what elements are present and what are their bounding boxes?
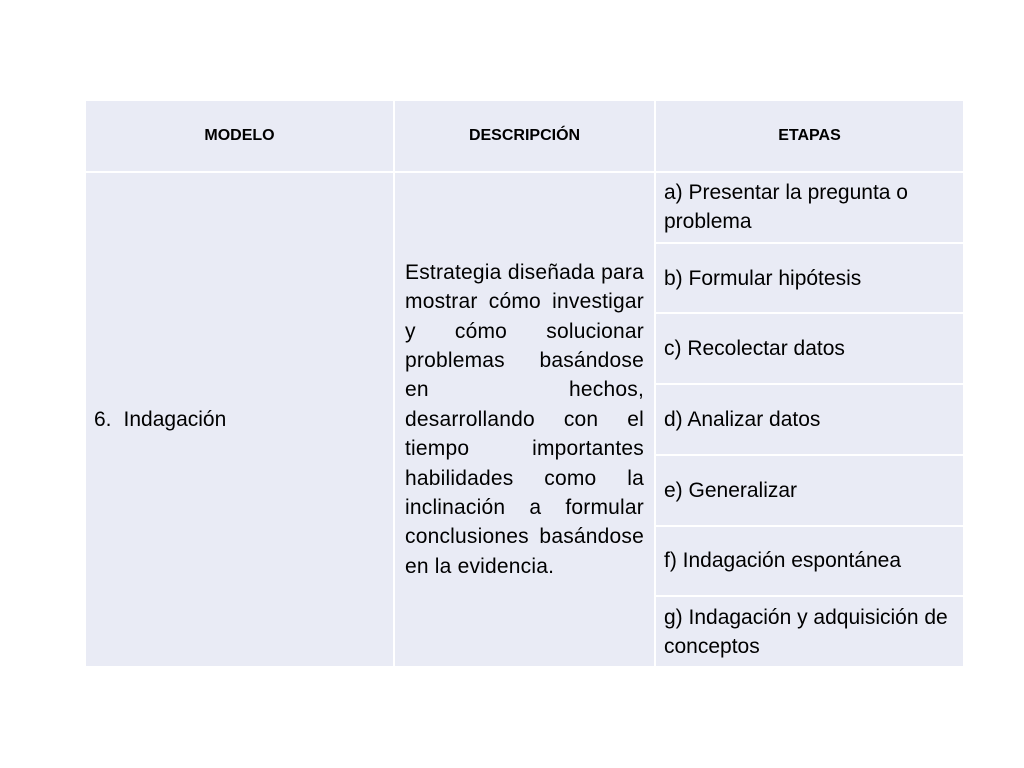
stage-item: b) Formular hipótesis (656, 242, 963, 313)
stage-item: c) Recolectar datos (656, 312, 963, 383)
model-table (86, 101, 963, 666)
description-cell (393, 171, 654, 666)
model-name: Indagación (123, 407, 227, 431)
stages-column (654, 171, 963, 666)
stage-item: g) Indagación y adquisición de conceptos (656, 595, 963, 666)
stage-item: f) Indagación espontánea (656, 525, 963, 596)
model-cell (86, 171, 393, 666)
header-descripcion: DESCRIPCIÓN (393, 101, 654, 171)
stage-item: e) Generalizar (656, 454, 963, 525)
stage-item: a) Presentar la pregunta o problema (656, 171, 963, 242)
header-modelo: MODELO (86, 101, 393, 171)
description-text: Estrategia diseñada para mostrar cómo investigar y cómo solucionar problemas basándose en hechos, desarrollando con el tiempo importantes habilidades como la inclinación a formular conclusiones basándose en la evidencia. (405, 260, 644, 578)
header-etapas: ETAPAS (654, 101, 963, 171)
model-number: 6. (94, 407, 112, 431)
stage-item: d) Analizar datos (656, 383, 963, 454)
